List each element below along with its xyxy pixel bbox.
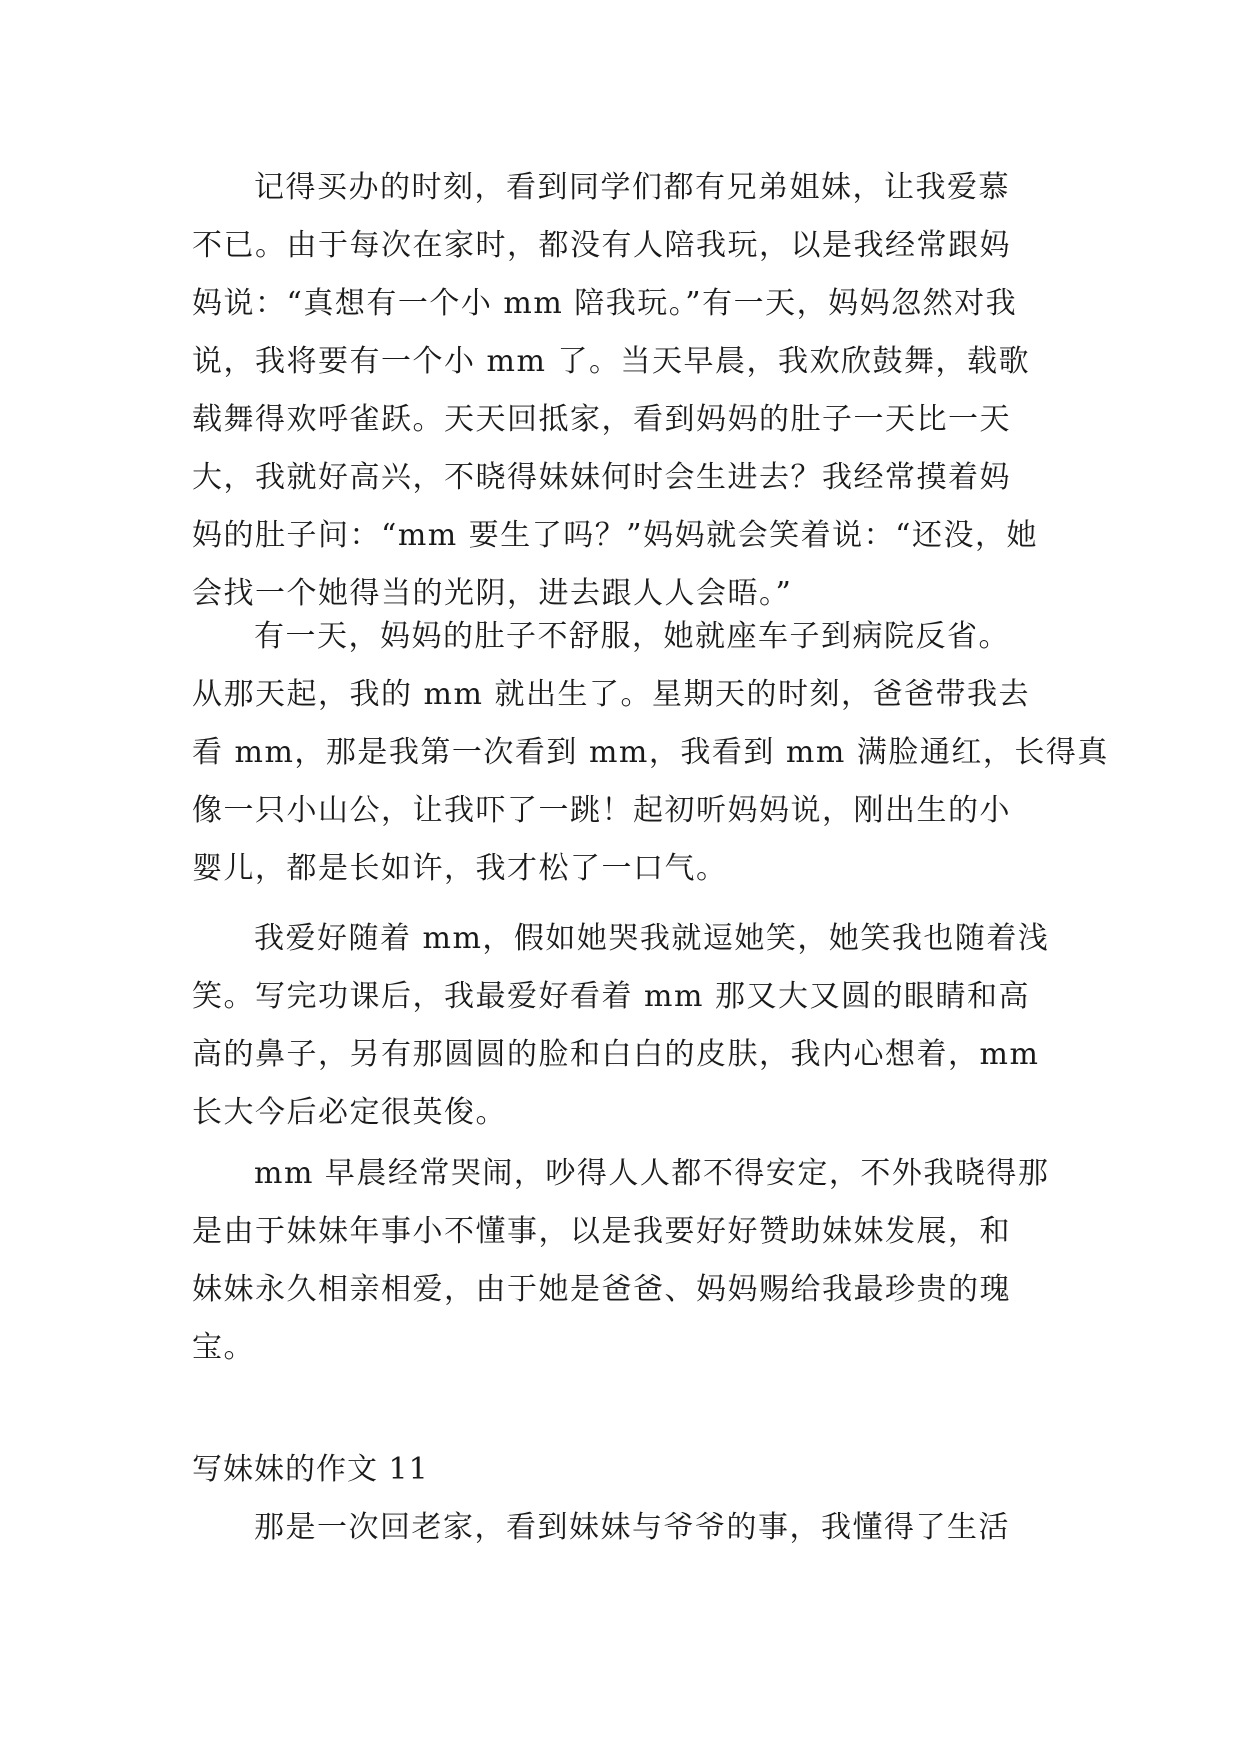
paragraph-5 [192,1499,1052,1557]
text-line: 妈说：“真想有一个小 mm 陪我玩。”有一天，妈妈忽然对我 [192,286,1018,321]
text-line: 妹妹永久相亲相爱，由于她是爸爸、妈妈赐给我最珍贵的瑰 [192,1272,1011,1307]
text-line: 妈的肚子问：“mm 要生了吗？”妈妈就会笑着说：“还没，她 [192,518,1038,553]
text-line: 看 mm，那是我第一次看到 mm，我看到 mm 满脸通红，长得真 [192,735,1109,770]
paragraph-2 [192,608,1109,898]
text-line: 我爱好随着 mm，假如她哭我就逗她笑，她笑我也随着浅 [254,921,1050,956]
text-line: 高的鼻子，另有那圆圆的脸和白白的皮肤，我内心想着，mm [192,1037,1040,1072]
text-line: 会找一个她得当的光阴，进去跟人人会晤。” [192,576,793,611]
section-heading: 写妹妹的作文 11 [192,1452,429,1487]
text-line: 是由于妹妹年事小不懂事，以是我要好好赞助妹妹发展，和 [192,1214,1011,1249]
text-line: 像一只小山公，让我吓了一跳！起初听妈妈说，刚出生的小 [192,793,1011,828]
text-line: mm 早晨经常哭闹，吵得人人都不得安定，不外我晓得那 [254,1156,1050,1191]
text-line: 不已。由于每次在家时，都没有人陪我玩，以是我经常跟妈 [192,228,1011,263]
text-line: 那是一次回老家，看到妹妹与爷爷的事，我懂得了生活 [254,1510,1010,1545]
text-line: 婴儿，都是长如许，我才松了一口气。 [192,851,728,886]
text-line: 长大今后必定很英俊。 [192,1095,507,1130]
text-line: 有一天，妈妈的肚子不舒服，她就座车子到病院反省。 [254,619,1010,654]
text-line: 记得买办的时刻，看到同学们都有兄弟姐妹，让我爱慕 [254,170,1010,205]
text-line: 说，我将要有一个小 mm 了。当天早晨，我欢欣鼓舞，载歌 [192,344,1030,379]
text-line: 从那天起，我的 mm 就出生了。星期天的时刻，爸爸带我去 [192,677,1030,712]
paragraph-1 [192,159,1052,623]
text-line: 载舞得欢呼雀跃。天天回抵家，看到妈妈的肚子一天比一天 [192,402,1011,437]
text-line: 笑。写完功课后，我最爱好看着 mm 那又大又圆的眼睛和高 [192,979,1030,1014]
paragraph-4 [192,1145,1052,1377]
text-line: 宝。 [192,1330,255,1365]
text-line: 大，我就好高兴，不晓得妹妹何时会生进去？我经常摸着妈 [192,460,1011,495]
paragraph-3 [192,910,1052,1142]
